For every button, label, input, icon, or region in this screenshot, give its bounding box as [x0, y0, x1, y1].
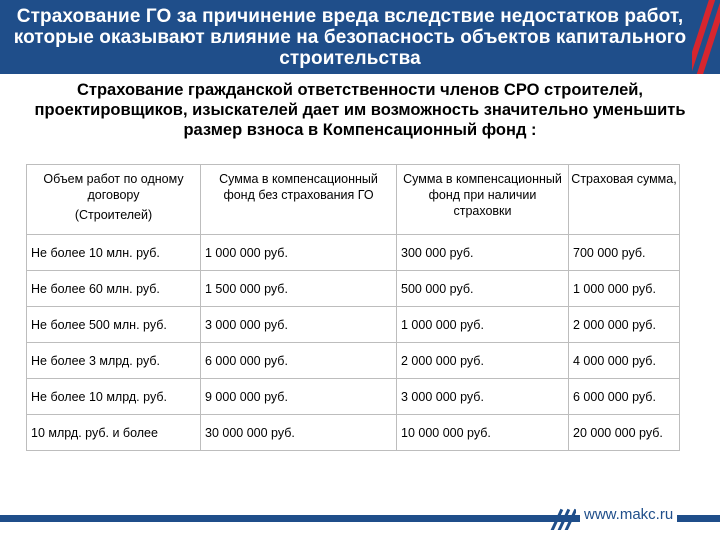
header-insured-sum: Страховая сумма,	[569, 165, 680, 235]
cell-insured-sum: 1 000 000 руб.	[569, 271, 680, 307]
header-accent-stripes	[692, 0, 720, 74]
cell-without-insurance: 30 000 000 руб.	[201, 415, 397, 451]
cell-without-insurance: 1 000 000 руб.	[201, 235, 397, 271]
contribution-table	[26, 164, 680, 451]
slide-subtitle: Страхование гражданской ответственности членов СРО строителей, проектировщиков, изыскателей дает им возможность значительно уменьшить размер взноса в Компенсационный фонд :	[34, 81, 686, 139]
cell-without-insurance: 6 000 000 руб.	[201, 343, 397, 379]
header-builders-label: (Строителей)	[74, 208, 153, 222]
cell-work-volume: Не более 10 млн. руб.	[27, 235, 201, 271]
header-work-volume	[27, 165, 201, 235]
table-row	[27, 235, 680, 271]
cell-with-insurance: 3 000 000 руб.	[397, 379, 569, 415]
footer-decoration	[548, 508, 576, 530]
cell-work-volume: Не более 3 млрд. руб.	[27, 343, 201, 379]
cell-insured-sum: 2 000 000 руб.	[569, 307, 680, 343]
cell-without-insurance: 3 000 000 руб.	[201, 307, 397, 343]
cell-without-insurance: 1 500 000 руб.	[201, 271, 397, 307]
cell-with-insurance: 500 000 руб.	[397, 271, 569, 307]
table-row	[27, 379, 680, 415]
table-row	[27, 307, 680, 343]
cell-with-insurance: 1 000 000 руб.	[397, 307, 569, 343]
header-work-volume-label: Объем работ по одному договору	[43, 172, 184, 202]
table-header-row	[27, 165, 680, 235]
cell-with-insurance: 2 000 000 руб.	[397, 343, 569, 379]
cell-with-insurance: 300 000 руб.	[397, 235, 569, 271]
table-row	[27, 415, 680, 451]
slide-title: Страхование ГО за причинение вреда вследствие недостатков работ, которые оказывают влияние на безопасность объектов капитального строительства	[13, 6, 687, 69]
footer-website-link[interactable]: www.makc.ru	[580, 506, 677, 523]
cell-without-insurance: 9 000 000 руб.	[201, 379, 397, 415]
table-row	[27, 271, 680, 307]
cell-work-volume: Не более 60 млн. руб.	[27, 271, 201, 307]
cell-insured-sum: 700 000 руб.	[569, 235, 680, 271]
table-row	[27, 343, 680, 379]
cell-insured-sum: 4 000 000 руб.	[569, 343, 680, 379]
cell-work-volume: Не более 10 млрд. руб.	[27, 379, 201, 415]
cell-work-volume: Не более 500 млн. руб.	[27, 307, 201, 343]
cell-insured-sum: 6 000 000 руб.	[569, 379, 680, 415]
header-without-insurance: Сумма в компенсационный фонд без страхования ГО	[201, 165, 397, 235]
cell-with-insurance: 10 000 000 руб.	[397, 415, 569, 451]
cell-work-volume: 10 млрд. руб. и более	[27, 415, 201, 451]
cell-insured-sum: 20 000 000 руб.	[569, 415, 680, 451]
header-with-insurance: Сумма в компенсационный фонд при наличии страховки	[397, 165, 569, 235]
header-banner	[0, 0, 720, 74]
